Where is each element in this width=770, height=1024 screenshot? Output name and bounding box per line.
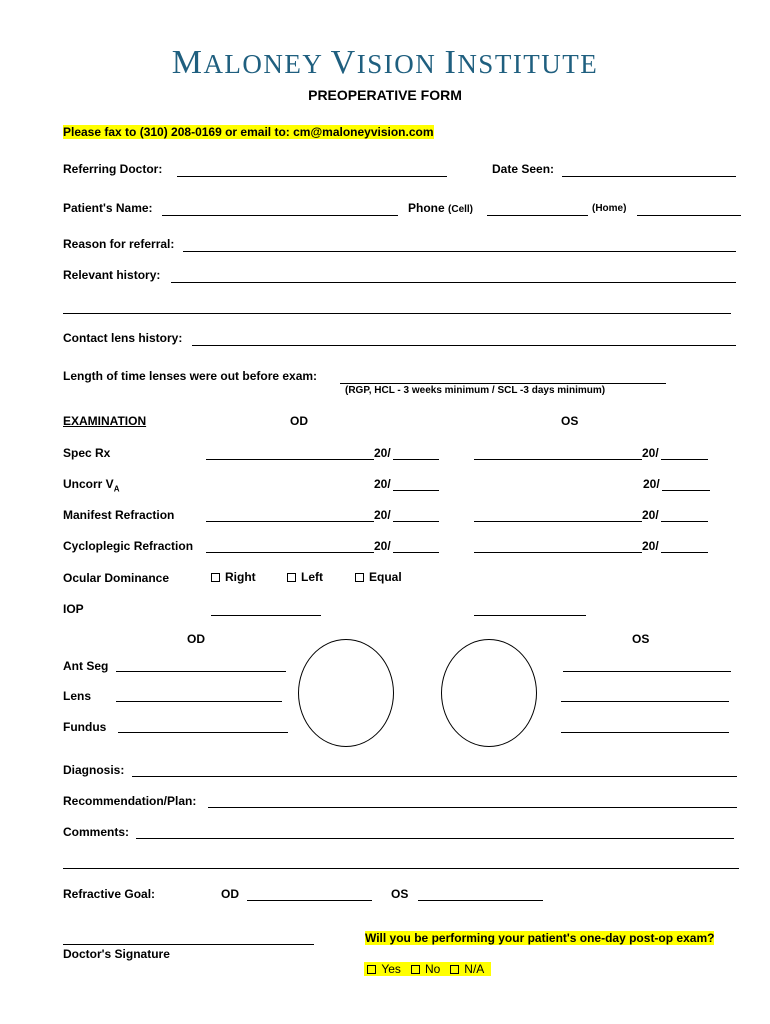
uncorr-od-acuity: 20/ bbox=[374, 477, 391, 491]
home-label: (Home) bbox=[592, 203, 627, 214]
postop-yes-label: Yes bbox=[381, 962, 401, 976]
anterior-os-heading: OS bbox=[632, 632, 650, 646]
postop-options bbox=[364, 962, 491, 976]
postop-na-label: N/A bbox=[464, 962, 485, 976]
cycloplegic-od-acuity: 20/ bbox=[374, 539, 391, 553]
uncorr-os-field[interactable] bbox=[662, 490, 710, 491]
manifest-os-field[interactable] bbox=[474, 521, 642, 522]
diagnosis-field[interactable] bbox=[132, 776, 737, 777]
uncorr-va-subscript: A bbox=[113, 484, 120, 494]
doctor-signature-label: Doctor's Signature bbox=[63, 947, 170, 961]
manifest-od-acuity: 20/ bbox=[374, 508, 391, 522]
lens-os-field[interactable] bbox=[561, 701, 729, 702]
patient-name-field[interactable] bbox=[162, 215, 398, 216]
cycloplegic-od-field[interactable] bbox=[206, 552, 374, 553]
relevant-history-field-2[interactable] bbox=[63, 313, 731, 314]
reason-field[interactable] bbox=[183, 251, 736, 252]
manifest-os-acuity: 20/ bbox=[642, 508, 659, 522]
fundus-os-field[interactable] bbox=[561, 732, 729, 733]
recommendation-field[interactable] bbox=[208, 807, 737, 808]
cycloplegic-od-acuity-field[interactable] bbox=[393, 552, 439, 553]
refractive-goal-label: Refractive Goal: bbox=[63, 887, 156, 901]
iop-label: IOP bbox=[63, 602, 84, 616]
spec-rx-os-field[interactable] bbox=[474, 459, 642, 460]
refractive-goal-od-label: OD bbox=[221, 887, 239, 901]
contact-lens-history-label: Contact lens history: bbox=[63, 331, 183, 345]
spec-rx-od-acuity: 20/ bbox=[374, 446, 391, 460]
dominance-right-label: Right bbox=[225, 570, 256, 584]
cycloplegic-os-acuity-field[interactable] bbox=[661, 552, 708, 553]
form-title: PREOPERATIVE FORM bbox=[308, 87, 462, 103]
spec-rx-os-acuity-field[interactable] bbox=[661, 459, 708, 460]
spec-rx-label: Spec Rx bbox=[63, 446, 111, 460]
contact-lens-history-field[interactable] bbox=[192, 345, 736, 346]
date-seen-label: Date Seen: bbox=[492, 162, 555, 176]
ocular-dominance-label: Ocular Dominance bbox=[63, 571, 170, 585]
referring-doctor-label: Referring Doctor: bbox=[63, 162, 163, 176]
recommendation-label: Recommendation/Plan: bbox=[63, 794, 197, 808]
patient-name-label: Patient's Name: bbox=[63, 201, 153, 215]
logo-text: MALONEY VISION INSTITUTE bbox=[171, 44, 599, 81]
phone-label bbox=[408, 201, 473, 215]
iop-od-field[interactable] bbox=[211, 615, 321, 616]
manifest-os-acuity-field[interactable] bbox=[661, 521, 708, 522]
postop-question-text: Will you be performing your patient's one-day post-op exam? bbox=[365, 931, 715, 945]
uncorr-od-field[interactable] bbox=[393, 490, 439, 491]
od-eye-diagram[interactable] bbox=[298, 639, 394, 747]
fundus-od-field[interactable] bbox=[118, 732, 288, 733]
spec-rx-os-acuity: 20/ bbox=[642, 446, 659, 460]
lens-od-field[interactable] bbox=[116, 701, 282, 702]
comments-field[interactable] bbox=[136, 838, 734, 839]
dominance-right-checkbox[interactable] bbox=[211, 573, 220, 582]
refractive-goal-os-label: OS bbox=[391, 887, 409, 901]
refractive-goal-os-field[interactable] bbox=[418, 900, 543, 901]
iop-os-field[interactable] bbox=[474, 615, 586, 616]
refractive-goal-od-field[interactable] bbox=[247, 900, 372, 901]
home-phone-field[interactable] bbox=[637, 215, 741, 216]
lens-time-label: Length of time lenses were out before exam: bbox=[63, 369, 318, 383]
phone-text: Phone bbox=[408, 201, 445, 215]
dominance-left-checkbox[interactable] bbox=[287, 573, 296, 582]
comments-label: Comments: bbox=[63, 825, 130, 839]
postop-na-checkbox[interactable] bbox=[450, 965, 459, 974]
cycloplegic-refraction-label: Cycloplegic Refraction bbox=[63, 539, 194, 553]
fax-instructions bbox=[63, 125, 434, 139]
fax-line: Please fax to (310) 208-0169 or email to: cm@maloneyvision.com bbox=[63, 125, 434, 139]
dominance-left-label: Left bbox=[301, 570, 323, 584]
ant-seg-od-field[interactable] bbox=[116, 671, 286, 672]
diagnosis-label: Diagnosis: bbox=[63, 763, 125, 777]
lens-time-field[interactable] bbox=[340, 383, 666, 384]
dominance-equal-label: Equal bbox=[369, 570, 402, 584]
manifest-od-acuity-field[interactable] bbox=[393, 521, 439, 522]
date-seen-field[interactable] bbox=[562, 176, 736, 177]
lens-label: Lens bbox=[63, 689, 92, 703]
reason-label: Reason for referral: bbox=[63, 237, 175, 251]
dominance-equal-option[interactable] bbox=[355, 570, 402, 584]
examination-heading: EXAMINATION bbox=[63, 414, 147, 428]
dominance-equal-checkbox[interactable] bbox=[355, 573, 364, 582]
cycloplegic-os-field[interactable] bbox=[474, 552, 642, 553]
manifest-od-field[interactable] bbox=[206, 521, 374, 522]
postop-no-label: No bbox=[424, 962, 441, 976]
referring-doctor-field[interactable] bbox=[177, 176, 447, 177]
exam-os-heading: OS bbox=[561, 414, 579, 428]
comments-field-2[interactable] bbox=[63, 868, 739, 869]
institute-logo bbox=[0, 44, 770, 82]
manifest-refraction-label: Manifest Refraction bbox=[63, 508, 175, 522]
spec-rx-od-field[interactable] bbox=[206, 459, 374, 460]
uncorr-va-label bbox=[63, 477, 119, 493]
dominance-right-option[interactable] bbox=[211, 570, 256, 584]
postop-options-highlight bbox=[364, 962, 491, 976]
cycloplegic-os-acuity: 20/ bbox=[642, 539, 659, 553]
os-eye-diagram[interactable] bbox=[441, 639, 537, 747]
postop-no-checkbox[interactable] bbox=[411, 965, 420, 974]
lens-time-note: (RGP, HCL - 3 weeks minimum / SCL -3 days minimum) bbox=[345, 385, 606, 396]
dominance-left-option[interactable] bbox=[287, 570, 323, 584]
spec-rx-od-acuity-field[interactable] bbox=[393, 459, 439, 460]
exam-od-heading: OD bbox=[290, 414, 308, 428]
uncorr-os-acuity: 20/ bbox=[643, 477, 660, 491]
ant-seg-os-field[interactable] bbox=[563, 671, 731, 672]
ant-seg-label: Ant Seg bbox=[63, 659, 109, 673]
relevant-history-field[interactable] bbox=[171, 282, 736, 283]
postop-yes-checkbox[interactable] bbox=[367, 965, 376, 974]
anterior-od-heading: OD bbox=[187, 632, 205, 646]
cell-label: (Cell) bbox=[448, 204, 474, 215]
postop-question bbox=[365, 931, 714, 945]
uncorr-va-text: Uncorr V bbox=[63, 477, 114, 491]
cell-phone-field[interactable] bbox=[487, 215, 588, 216]
fundus-label: Fundus bbox=[63, 720, 107, 734]
doctor-signature-field[interactable] bbox=[63, 944, 314, 945]
relevant-history-label: Relevant history: bbox=[63, 268, 161, 282]
